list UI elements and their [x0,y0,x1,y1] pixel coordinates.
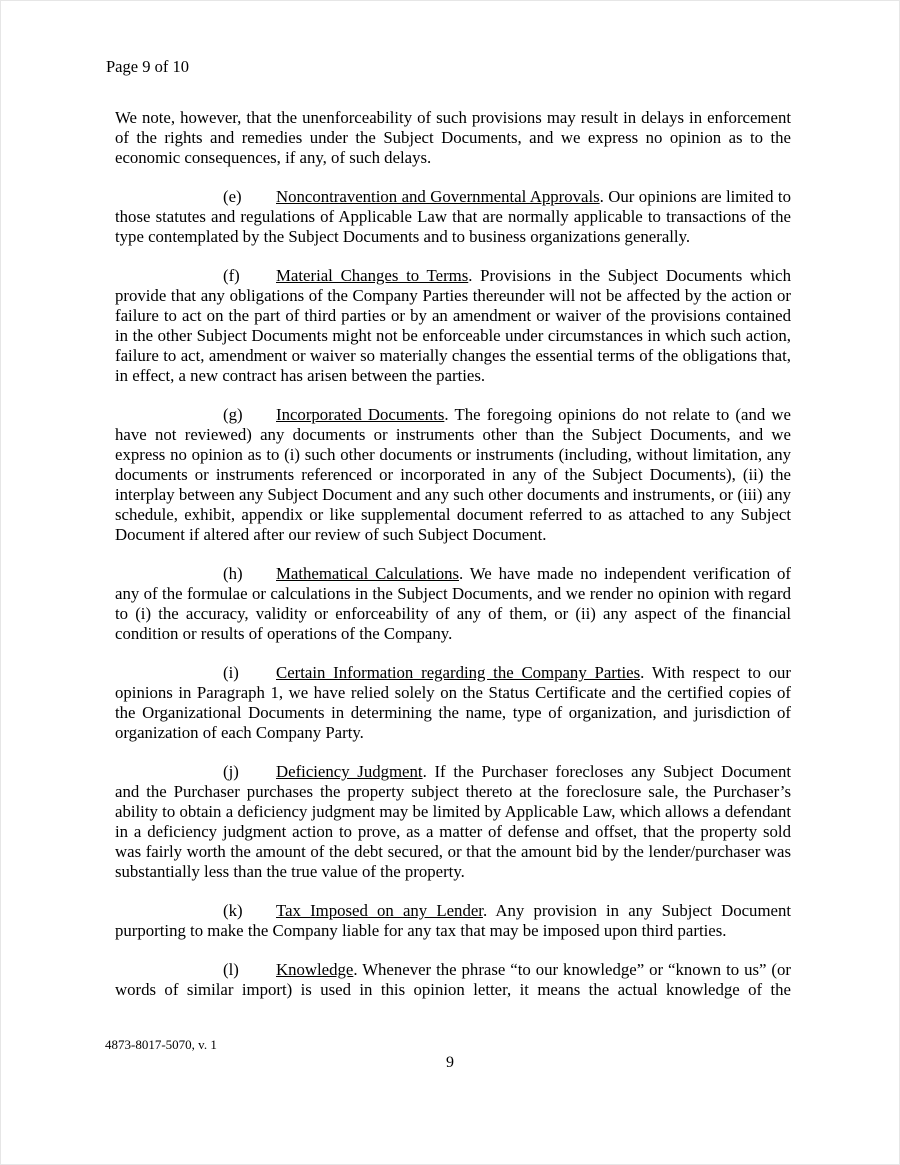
paragraph-intro [115,108,791,168]
document-id-footer: 4873-8017-5070, v. 1 [105,1037,217,1052]
paragraph-k-heading: Tax Imposed on any Lender [276,901,483,920]
page-header-label: Page 9 of 10 [106,57,189,76]
paragraph-g-label: (g) [223,405,243,424]
paragraph-h-heading: Mathematical Calculations [276,564,460,583]
document-body [115,108,791,1019]
paragraph-g [115,405,791,545]
paragraph-h-label: (h) [223,564,243,583]
paragraph-j-body: . If the Purchaser forecloses any Subject Document and the Purchaser purchases the property subject thereto at the foreclosure sale, the Purchaser’s ability to obtain a deficiency judgment may be limited by Applicable Law, which allows a defendant in a deficiency judgment action to prove, as a matter of defense and offset, that the property sold was fairly worth the amount of the debt secured, or that the amount bid by the lender/purchaser was substantially less than the true value of the property. [115,762,791,881]
paragraph-f-heading: Material Changes to Terms [276,266,469,285]
paragraph-l-label: (l) [223,960,239,979]
page-header [106,57,189,77]
paragraph-i-label: (i) [223,663,239,682]
paragraph-j-label: (j) [223,762,239,781]
paragraph-g-heading: Incorporated Documents [276,405,445,424]
paragraph-g-body: . The foregoing opinions do not relate to (and we have not reviewed) any documents or instruments other than the Subject Documents, and we express no opinion as to (i) such other documents or instruments (including, without limitation, any documents or instruments referenced or incorporated in any of the Subject Documents), (ii) the interplay between any Subject Document and any such other documents and instruments, or (iii) any schedule, exhibit, appendix or like supplemental document referred to as attached to any Subject Document if altered after our review of such Subject Document. [115,405,791,544]
paragraph-k-body: . Any provision in any Subject Document purporting to make the Company liable for any tax that may be imposed upon third parties. [115,901,791,940]
paragraph-intro-text: We note, however, that the unenforceability of such provisions may result in delays in enforcement of the rights and remedies under the Subject Documents, and we express no opinion as to the economic consequences, if any, of such delays. [115,108,791,167]
paragraph-e-heading: Noncontravention and Governmental Approvals [276,187,600,206]
paragraph-f-label: (f) [223,266,240,285]
paragraph-e [115,187,791,247]
paragraph-j-heading: Deficiency Judgment [276,762,423,781]
paragraph-f [115,266,791,386]
paragraph-l-body: . Whenever the phrase “to our knowledge” or “known to us” (or words of similar import) is used in this opinion letter, it means the actual knowledge of the [115,960,791,999]
page-number: 9 [446,1054,454,1071]
paragraph-i-body: . With respect to our opinions in Paragraph 1, we have relied solely on the Status Certificate and the certified copies of the Organizational Documents in determining the name, type of organization, and jurisdiction of organization of each Company Party. [115,663,791,742]
paragraph-i-heading: Certain Information regarding the Company Parties [276,663,641,682]
paragraph-k [115,901,791,941]
paragraph-k-label: (k) [223,901,243,920]
paragraph-e-label: (e) [223,187,242,206]
paragraph-h-body: . We have made no independent verification of any of the formulae or calculations in the Subject Documents, and we render no opinion with regard to (i) the accuracy, validity or enforceability of any of them, or (ii) any aspect of the financial condition or results of operations of the Company. [115,564,792,643]
paragraph-l-heading: Knowledge [276,960,354,979]
paragraph-h [115,564,791,644]
paragraph-f-body: . Provisions in the Subject Documents which provide that any obligations of the Company Parties thereunder will not be affected by the action or failure to act on the part of third parties or by an amendment or waiver of the provisions contained in the other Subject Documents might not be enforceable under circumstances in which such action, failure to act, amendment or waiver so materially changes the essential terms of the obligations that, in effect, a new contract has arisen between the parties. [115,266,792,385]
paragraph-j [115,762,791,882]
paragraph-l [115,960,791,1000]
paragraph-i [115,663,791,743]
paragraph-e-body: . Our opinions are limited to those statutes and regulations of Applicable Law that are normally applicable to transactions of the type contemplated by the Subject Documents and to business organizations generally. [115,187,791,246]
